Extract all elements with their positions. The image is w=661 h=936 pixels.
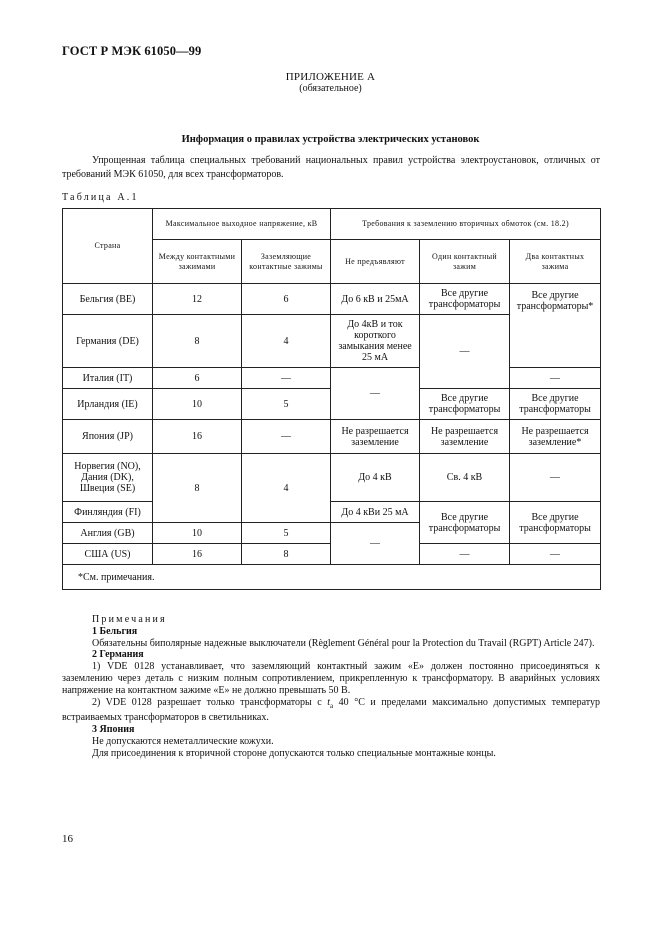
header-country: Страна (63, 209, 153, 284)
value-cell: До 4 кВ (331, 454, 420, 502)
section-title: Информация о правилах устройства электрических установок (181, 134, 480, 145)
page-number: 16 (62, 833, 73, 845)
table-row (63, 368, 601, 389)
header-earthed-terminals: Заземляющие контактные зажимы (242, 240, 331, 284)
temperature-symbol: t (327, 696, 331, 708)
value-cell: Не разрешается заземление (331, 420, 420, 454)
value-cell: Все другие трансформаторы (510, 389, 601, 420)
table-row (63, 284, 601, 315)
value-cell: 12 (153, 284, 242, 315)
value-cell: 6 (242, 284, 331, 315)
note-3-paragraph-1: Не допускаются неметаллические кожухи. (92, 735, 274, 747)
header-earthing-requirements: Требования к заземлению вторичных обмоток (см. 18.2) (331, 209, 601, 240)
value-cell: 6 (153, 368, 242, 389)
table-row (63, 420, 601, 454)
country-cell: Англия (GB) (63, 523, 153, 544)
note-2-p2-end: 40 °С и пределами максимально допустимых температур встраиваемых трансформаторов в светильниках. (62, 696, 600, 724)
value-cell: — (510, 454, 601, 502)
value-cell: До 6 кВ и 25мА (331, 284, 420, 315)
header-not-required: Не предъявляют (331, 240, 420, 284)
value-cell: — (242, 420, 331, 454)
value-cell: Все другие трансформаторы (510, 502, 601, 544)
value-cell: Не разрешается заземление* (510, 420, 601, 454)
notes-section (62, 614, 600, 760)
annex-title: ПРИЛОЖЕНИЕ А (285, 71, 376, 83)
note-2-title: 2 Германия (92, 649, 144, 661)
value-cell: Все другие трансформаторы* (510, 284, 601, 368)
document-code-header: ГОСТ Р МЭК 61050—99 (62, 44, 202, 58)
requirements-table (62, 208, 601, 590)
value-cell: 4 (242, 454, 331, 523)
value-cell: 4 (242, 315, 331, 368)
note-2-paragraph-1: 1) VDE 0128 устанавливает, что заземляющий контактный зажим «Е» должен постоянно присоединяться к заземлению через деталь с низким полным сопротивлением, прикрепленную к трансформатору. В аварийных условиях напряжение на контактном зажиме «Е» не должно превышать 50 В. (62, 661, 600, 696)
value-cell: 8 (153, 315, 242, 368)
value-cell: До 4 кВи 25 мА (331, 502, 420, 523)
value-cell: 5 (242, 523, 331, 544)
header-between-terminals: Между контактными зажимами (153, 240, 242, 284)
value-cell: 10 (153, 523, 242, 544)
value-cell: До 4кВ и ток короткого замыкания менее 25 мА (331, 315, 420, 368)
value-cell: — (510, 544, 601, 565)
value-cell: 5 (242, 389, 331, 420)
value-cell: — (420, 544, 510, 565)
table-row (63, 454, 601, 502)
note-2-paragraph-2 (62, 697, 600, 725)
country-cell: Финляндия (FI) (63, 502, 153, 523)
header-max-voltage: Максимальное выходное напряжение, кВ (153, 209, 331, 240)
country-cell: Норвегия (NO), Дания (DK), Швеция (SE) (63, 454, 153, 502)
value-cell: 8 (153, 454, 242, 523)
table-footnote-row (63, 565, 601, 590)
header-two-terminals: Два контактных зажима (510, 240, 601, 284)
table-caption: Таблица А.1 (62, 192, 139, 203)
value-cell: — (331, 523, 420, 565)
over-label: Св. 4 кВ (446, 472, 483, 483)
country-cell: США (US) (63, 544, 153, 565)
note-1-title: 1 Бельгия (92, 625, 138, 637)
header-one-terminal: Один контактный зажим (420, 240, 510, 284)
value-cell: Все другие трансформаторы (420, 502, 510, 544)
intro-paragraph: Упрощенная таблица специальных требований национальных правил устройства электроустановок, отличных от требований МЭК 61050, для всех трансформаторов. (62, 155, 600, 180)
value-cell (420, 454, 510, 502)
value-cell: — (420, 315, 510, 389)
table-footnote: *См. примечания. (63, 565, 601, 590)
value-cell: — (331, 368, 420, 420)
note-1-text: Обязательны биполярные надежные выключатели (Règlement Général pour la Protection du Travail (RGPT) Article 247). (92, 637, 595, 649)
value-cell: — (242, 368, 331, 389)
value-cell: Все другие трансформаторы (420, 284, 510, 315)
country-cell: Япония (JP) (63, 420, 153, 454)
value-cell: 16 (153, 544, 242, 565)
country-cell: Бельгия (BE) (63, 284, 153, 315)
value-cell: 8 (242, 544, 331, 565)
note-2-p2-start: 2) VDE 0128 разрешает только трансформаторы с (92, 696, 328, 708)
value-cell: — (510, 368, 601, 389)
notes-heading: Примечания (92, 614, 167, 625)
value-cell: 10 (153, 389, 242, 420)
country-cell: Германия (DE) (63, 315, 153, 368)
note-3-paragraph-2: Для присоединения к вторичной стороне допускаются только специальные монтажные концы. (92, 747, 496, 759)
value-cell: Все другие трансформаторы (420, 389, 510, 420)
country-cell: Ирландия (IE) (63, 389, 153, 420)
temperature-subscript: a (330, 701, 334, 710)
table-row (63, 502, 601, 523)
value-cell: 16 (153, 420, 242, 454)
value-cell: Не разрешается заземление (420, 420, 510, 454)
country-cell: Италия (IT) (63, 368, 153, 389)
note-3-title: 3 Япония (92, 724, 135, 736)
annex-subtitle: (обязательное) (299, 83, 362, 94)
